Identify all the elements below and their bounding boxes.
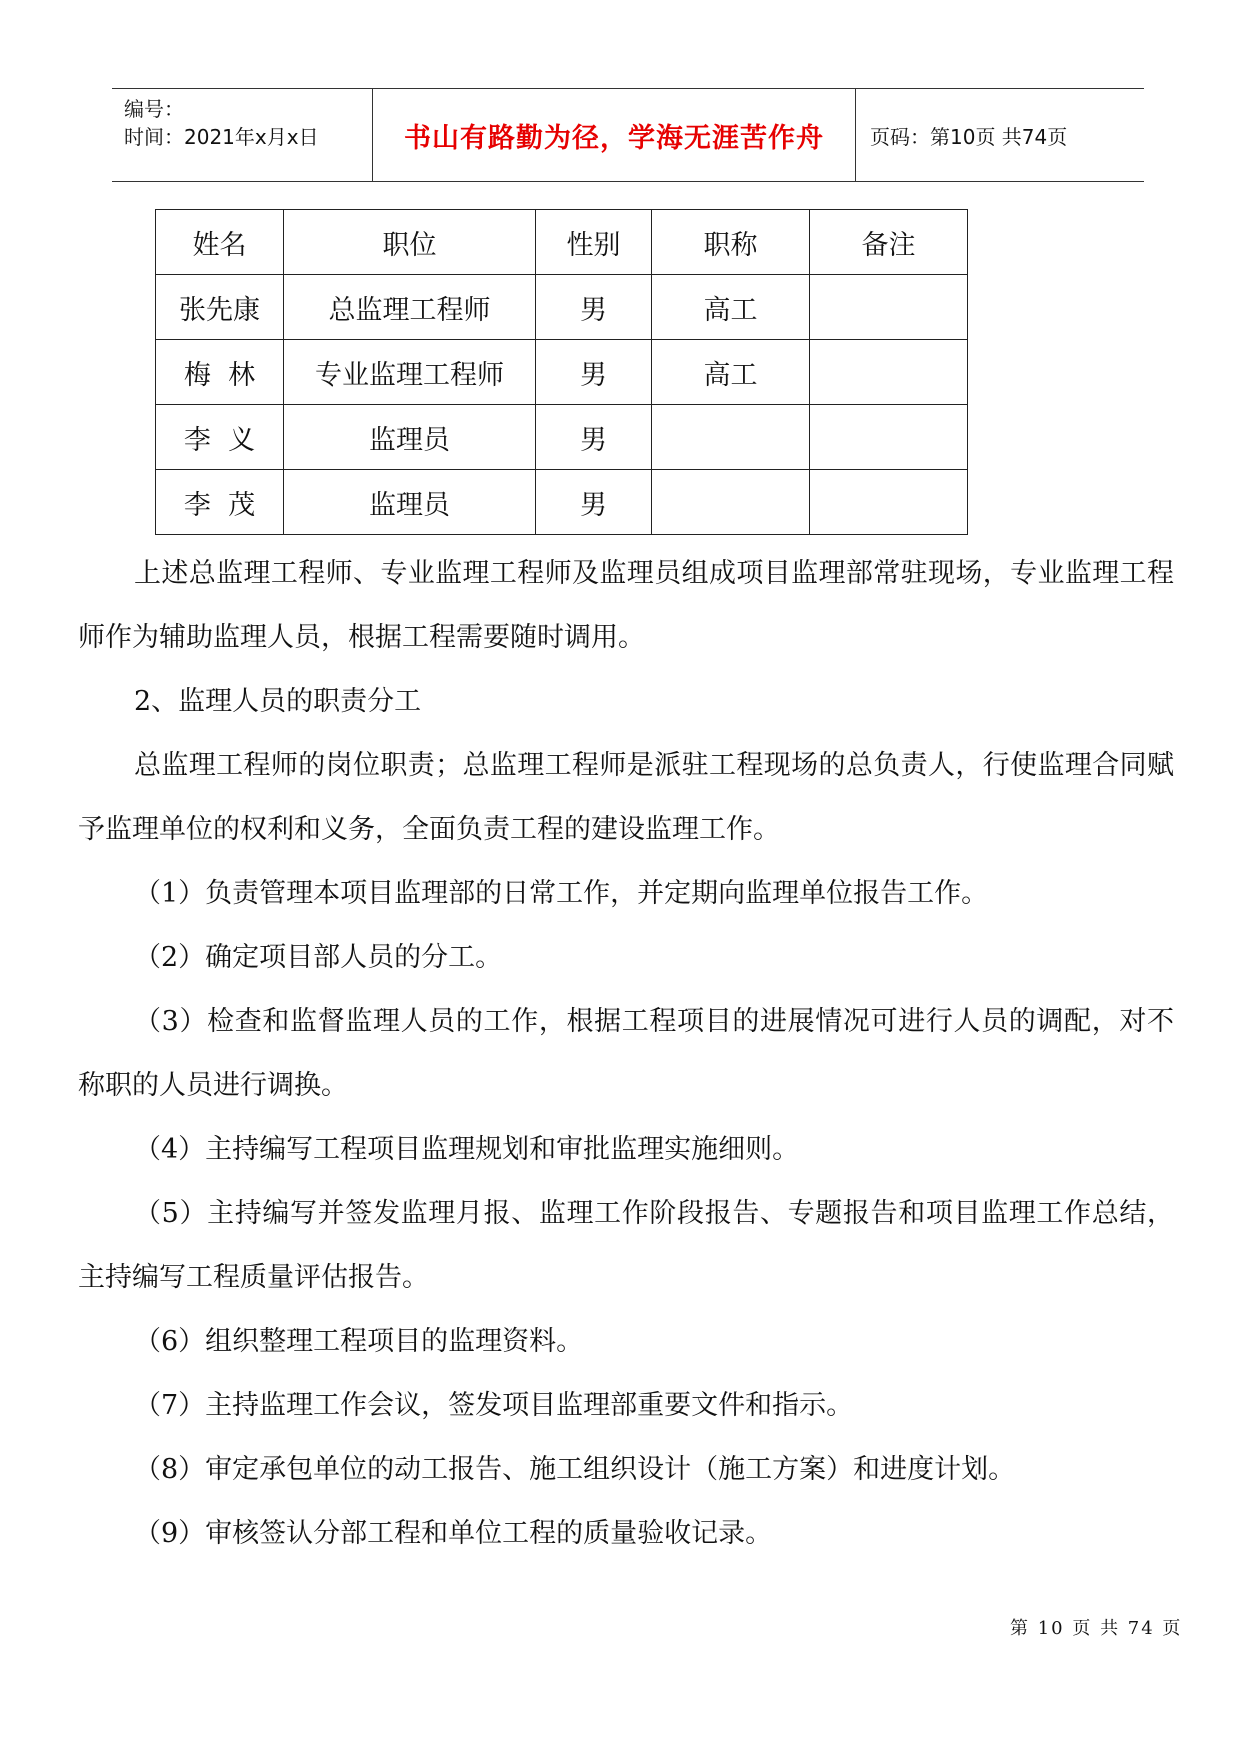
list-item: （9）审核签认分部工程和单位工程的质量验收记录。 xyxy=(134,1518,773,1549)
table-row xyxy=(156,470,968,535)
table-header-row xyxy=(156,210,968,275)
header-page-cell xyxy=(856,89,1144,181)
table-cell-title xyxy=(652,405,810,470)
table-row xyxy=(156,340,968,405)
table-cell-remark xyxy=(810,340,968,405)
table-header-cell: 姓名 xyxy=(156,210,284,275)
table-header-cell: 职位 xyxy=(284,210,536,275)
section-heading-duties: 2、监理人员的职责分工 xyxy=(134,686,422,717)
table-cell-remark xyxy=(810,470,968,535)
header-page-number: 页码：第10页 共74页 xyxy=(870,124,1068,149)
paragraph-chief-duties: 总监理工程师的岗位职责；总监理工程师是派驻工程现场的总负责人，行使监理合同赋予监理单位的权利和义务，全面负责工程的建设监理工作。 xyxy=(78,750,1174,845)
list-item: （3）检查和监督监理人员的工作，根据工程项目的进展情况可进行人员的调配，对不称职的人员进行调换。 xyxy=(78,1006,1174,1101)
table-cell-title: 高工 xyxy=(652,340,810,405)
list-item: （4）主持编写工程项目监理规划和审批监理实施细则。 xyxy=(134,1134,800,1165)
document-code-label: 编号： xyxy=(124,97,184,121)
list-item: （6）组织整理工程项目的监理资料。 xyxy=(134,1326,584,1357)
table-row xyxy=(156,275,968,340)
list-item: （5）主持编写并签发监理月报、监理工作阶段报告、专题报告和项目监理工作总结，主持编写工程质量评估报告。 xyxy=(78,1198,1174,1293)
table-header-cell: 备注 xyxy=(810,210,968,275)
table-row xyxy=(156,405,968,470)
table-header-cell: 性别 xyxy=(536,210,652,275)
table-cell-position: 监理员 xyxy=(284,470,536,535)
table-cell-position: 总监理工程师 xyxy=(284,275,536,340)
paragraph-staff-summary: 上述总监理工程师、专业监理工程师及监理员组成项目监理部常驻现场，专业监理工程师作为辅助监理人员，根据工程需要随时调用。 xyxy=(78,558,1174,653)
table-cell-position: 专业监理工程师 xyxy=(284,340,536,405)
list-item: （2）确定项目部人员的分工。 xyxy=(134,942,503,973)
table-cell-name: 李 茂 xyxy=(156,470,284,535)
header-motto: 书山有路勤为径，学海无涯苦作舟 xyxy=(404,122,824,154)
table-header-cell: 职称 xyxy=(652,210,810,275)
table-cell-remark xyxy=(810,275,968,340)
header-left-cell xyxy=(112,89,372,181)
table-cell-gender: 男 xyxy=(536,275,652,340)
table-cell-name: 梅 林 xyxy=(156,340,284,405)
staff-table xyxy=(155,209,968,535)
table-cell-position: 监理员 xyxy=(284,405,536,470)
document-time-label: 时间：2021年x月x日 xyxy=(124,125,319,149)
table-cell-gender: 男 xyxy=(536,340,652,405)
table-cell-name: 张先康 xyxy=(156,275,284,340)
page-header xyxy=(112,88,1144,182)
table-cell-title xyxy=(652,470,810,535)
table-cell-title: 高工 xyxy=(652,275,810,340)
list-item: （7）主持监理工作会议，签发项目监理部重要文件和指示。 xyxy=(134,1390,854,1421)
table-cell-gender: 男 xyxy=(536,470,652,535)
list-item: （1）负责管理本项目监理部的日常工作，并定期向监理单位报告工作。 xyxy=(134,878,989,909)
table-cell-gender: 男 xyxy=(536,405,652,470)
list-item: （8）审定承包单位的动工报告、施工组织设计（施工方案）和进度计划。 xyxy=(134,1454,1016,1485)
table-cell-name: 李 义 xyxy=(156,405,284,470)
table-cell-remark xyxy=(810,405,968,470)
page-footer-number: 第 10 页 共 74 页 xyxy=(1010,1618,1183,1639)
header-motto-cell xyxy=(372,89,856,181)
